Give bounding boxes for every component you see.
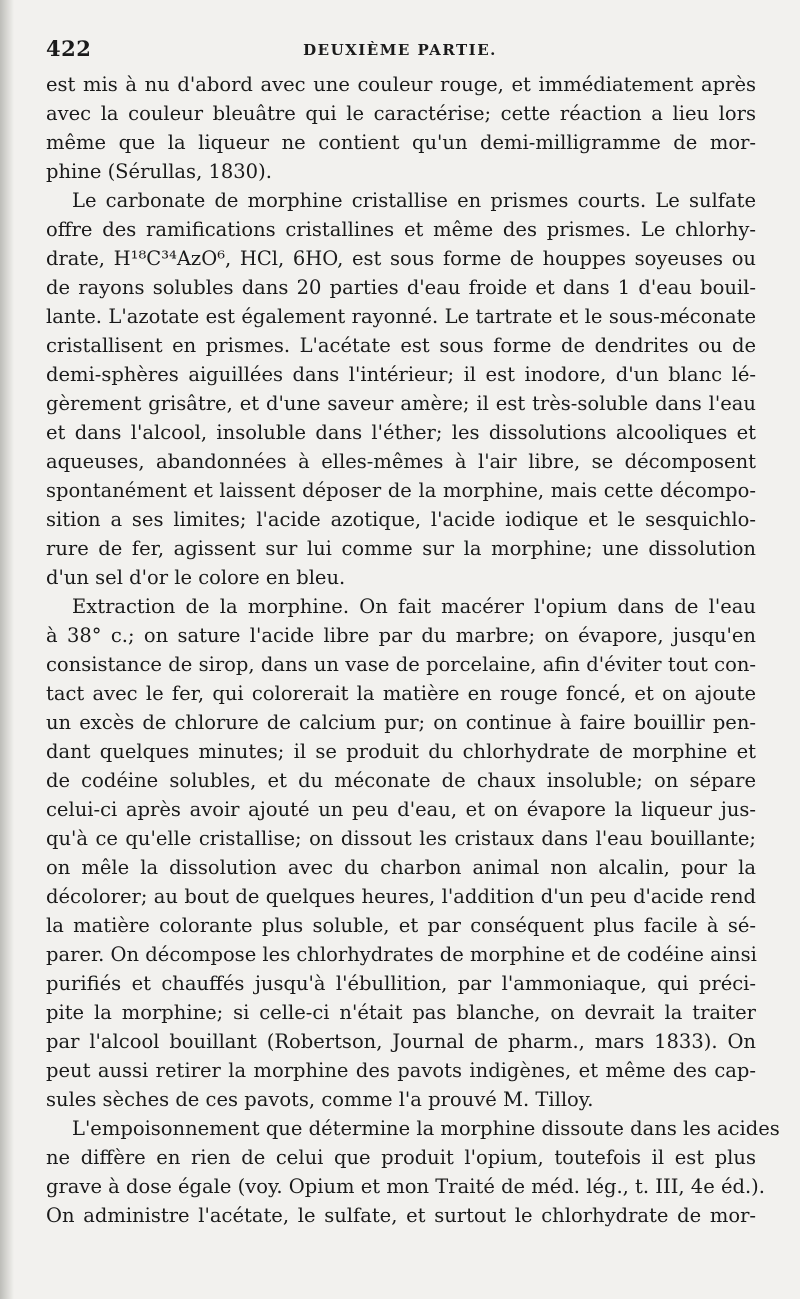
text-line: consistance de sirop, dans un vase de porcelaine, afin d'éviter tout con- [46,653,756,676]
text-line: Extraction de la morphine. On fait macérer l'opium dans de l'eau [72,595,756,618]
text-line: ne diffère en rien de celui que produit l'opium, toutefois il est plus [46,1146,756,1169]
text-line: peut aussi retirer la morphine des pavots indigènes, et même des cap- [46,1059,756,1082]
text-line: celui-ci après avoir ajouté un peu d'eau, et on évapore la liqueur jus- [46,798,756,821]
text-line: un excès de chlorure de calcium pur; on continue à faire bouillir pen- [46,711,756,734]
text-line: On administre l'acétate, le sulfate, et surtout le chlorhydrate de mor- [46,1204,756,1227]
text-line: drate, H¹⁸C³⁴AzO⁶, HCl, 6HO, est sous forme de houppes soyeuses ou [46,247,756,270]
text-line: cristallisent en prismes. L'acétate est sous forme de dendrites ou de [46,334,756,357]
text-line: rure de fer, agissent sur lui comme sur la morphine; une dissolution [46,537,756,560]
text-line: L'empoisonnement que détermine la morphine dissoute dans les acides [72,1117,780,1140]
text-line: offre des ramifications cristallines et même des prismes. Le chlorhy- [46,218,756,241]
text-line: à 38° c.; on sature l'acide libre par du marbre; on évapore, jusqu'en [46,624,756,647]
text-line: demi-sphères aiguillées dans l'intérieur; il est inodore, d'un blanc lé- [46,363,756,386]
text-line: d'un sel d'or le colore en bleu. [46,566,346,589]
body-text [46,70,780,1230]
text-line: parer. On décompose les chlorhydrates de morphine et de codéine ainsi [46,943,757,966]
text-line: dant quelques minutes; il se produit du chlorhydrate de morphine et [46,740,756,763]
part-title: DEUXIÈME PARTIE. [303,41,497,59]
page-number: 422 [46,36,92,61]
text-line: on mêle la dissolution avec du charbon animal non alcalin, pour la [46,856,756,879]
text-line: et dans l'alcool, insoluble dans l'éther; les dissolutions alcooliques et [46,421,756,444]
text-line: aqueuses, abandonnées à elles-mêmes à l'air libre, se décomposent [46,450,756,473]
text-line: spontanément et laissent déposer de la morphine, mais cette décompo- [46,479,756,502]
text-line: est mis à nu d'abord avec une couleur rouge, et immédiatement après [46,73,756,96]
text-line: tact avec le fer, qui colorerait la matière en rouge foncé, et on ajoute [46,682,756,705]
text-line: la matière colorante plus soluble, et par conséquent plus facile à sé- [46,914,756,937]
text-line: gèrement grisâtre, et d'une saveur amère; il est très-soluble dans l'eau [46,392,756,415]
text-line: sules sèches de ces pavots, comme l'a prouvé M. Tilloy. [46,1088,594,1111]
text-line: de rayons solubles dans 20 parties d'eau froide et dans 1 d'eau bouil- [46,276,756,299]
text-line: sition a ses limites; l'acide azotique, l'acide iodique et le sesquichlo- [46,508,756,531]
text-line: pite la morphine; si celle-ci n'était pas blanche, on devrait la traiter [46,1001,756,1024]
text-line: avec la couleur bleuâtre qui le caractérise; cette réaction a lieu lors [46,102,756,125]
text-line: lante. L'azotate est également rayonné. Le tartrate et le sous-méconate [46,305,756,328]
text-line: décolorer; au bout de quelques heures, l'addition d'un peu d'acide rend [46,885,756,908]
text-line: Le carbonate de morphine cristallise en prismes courts. Le sulfate [72,189,756,212]
text-line: qu'à ce qu'elle cristallise; on dissout les cristaux dans l'eau bouillante; [46,827,756,850]
text-line: phine (Sérullas, 1830). [46,160,272,183]
text-line: de codéine solubles, et du méconate de chaux insoluble; on sépare [46,769,756,792]
text-line: purifiés et chauffés jusqu'à l'ébullition, par l'ammoniaque, qui préci- [46,972,756,995]
text-line: même que la liqueur ne contient qu'un demi-milligramme de mor- [46,131,756,154]
text-line: par l'alcool bouillant (Robertson, Journal de pharm., mars 1833). On [46,1030,756,1053]
text-line: grave à dose égale (voy. Opium et mon Traité de méd. lég., t. III, 4e éd.). [46,1175,765,1198]
